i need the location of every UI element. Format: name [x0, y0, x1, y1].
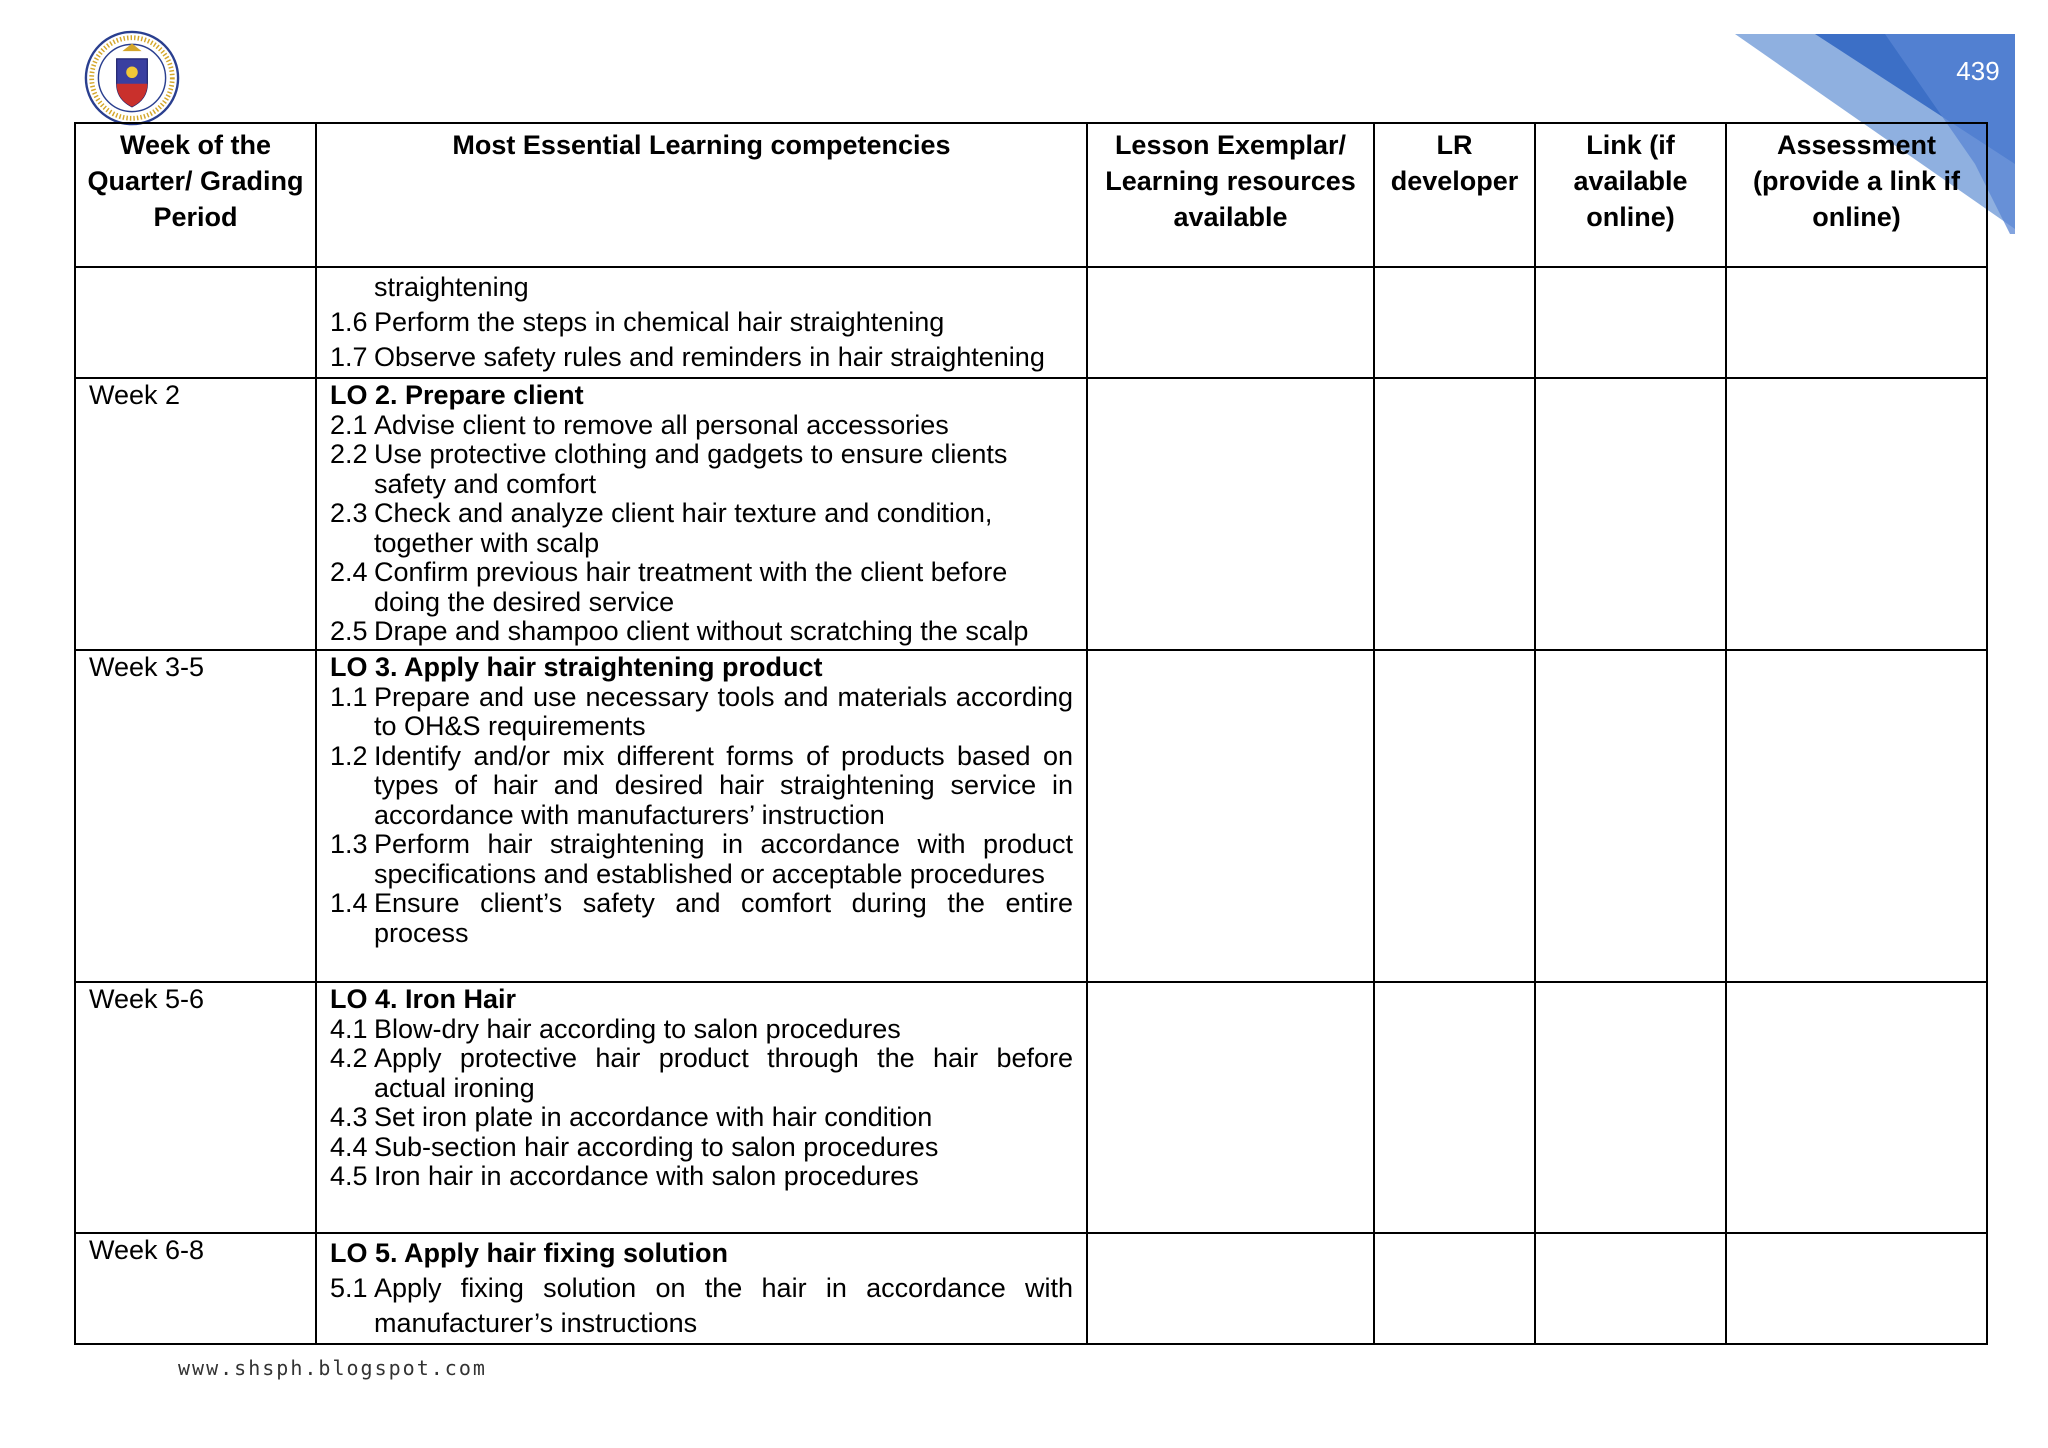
assessment-cell	[1726, 267, 1987, 378]
competency-number: 4.3	[330, 1102, 368, 1132]
header-competencies: Most Essential Learning competencies	[316, 123, 1087, 267]
competency-item	[330, 499, 1073, 558]
competency-item	[330, 558, 1073, 617]
table-row	[75, 1233, 1987, 1344]
lr-developer-cell	[1374, 378, 1535, 650]
competency-item	[330, 742, 1073, 831]
competency-text: Sub-section hair according to salon procedures	[374, 1131, 939, 1162]
competency-item	[330, 617, 1073, 647]
week-cell: Week 3-5	[75, 650, 316, 982]
header-link: Link (if available online)	[1535, 123, 1726, 267]
competency-number: 2.1	[330, 409, 368, 440]
lr-developer-cell	[1374, 650, 1535, 982]
week-cell	[75, 267, 316, 378]
assessment-cell	[1726, 982, 1987, 1233]
table-row	[75, 378, 1987, 650]
learning-outcome-heading: LO 5. Apply hair fixing solution	[330, 1238, 729, 1268]
deped-seal-icon	[84, 30, 180, 126]
competency-item	[330, 1271, 1073, 1341]
learning-outcome-heading: LO 4. Iron Hair	[330, 984, 517, 1014]
competency-number: 2.4	[330, 557, 368, 587]
lesson-exemplar-cell	[1087, 650, 1374, 982]
competency-number: 1.6	[330, 307, 368, 337]
competency-text: Identify and/or mix different forms of products based on types of hair and desired hair straightening service in accordance with manufacturers’ instruction	[374, 740, 1073, 830]
competencies-cell	[316, 650, 1087, 982]
competency-number: 4.4	[330, 1131, 368, 1162]
competency-text: Ensure client’s safety and comfort during the entire process	[374, 888, 1073, 948]
lesson-exemplar-cell	[1087, 378, 1374, 650]
competencies-cell	[316, 982, 1087, 1233]
link-cell	[1535, 267, 1726, 378]
page-number: 439	[1956, 56, 2000, 86]
competencies-cell	[316, 1233, 1087, 1344]
competency-item	[330, 440, 1073, 499]
lr-developer-cell	[1374, 1233, 1535, 1344]
learning-outcome-heading: LO 3. Apply hair straightening product	[330, 652, 823, 682]
competency-number: 4.2	[330, 1043, 368, 1073]
competency-text: Perform hair straightening in accordance with product specifications and established or acceptable procedures	[374, 829, 1073, 889]
competency-item	[330, 889, 1073, 948]
competency-text: Blow-dry hair according to salon procedures	[374, 1013, 901, 1044]
competency-number: 2.2	[330, 439, 368, 469]
link-cell	[1535, 378, 1726, 650]
competency-text: Set iron plate in accordance with hair condition	[374, 1102, 933, 1132]
competency-text: Observe safety rules and reminders in hair straightening	[374, 342, 1045, 372]
link-cell	[1535, 982, 1726, 1233]
competency-text: Advise client to remove all personal accessories	[374, 409, 949, 440]
competency-item	[330, 683, 1073, 742]
table-row	[75, 650, 1987, 982]
table-row	[75, 982, 1987, 1233]
lesson-exemplar-cell	[1087, 1233, 1374, 1344]
assessment-cell	[1726, 1233, 1987, 1344]
lesson-exemplar-cell	[1087, 267, 1374, 378]
competency-item	[330, 830, 1073, 889]
competency-item	[330, 1044, 1073, 1103]
footer-url: www.shsph.blogspot.com	[178, 1356, 487, 1380]
competency-text: Apply fixing solution on the hair in accordance with manufacturer’s instructions	[374, 1273, 1073, 1338]
week-cell: Week 5-6	[75, 982, 316, 1233]
competency-item	[330, 1103, 1073, 1133]
competency-text: Prepare and use necessary tools and materials according to OH&S requirements	[374, 681, 1073, 741]
assessment-cell	[1726, 378, 1987, 650]
competency-text: Check and analyze client hair texture and condition, together with scalp	[374, 498, 993, 558]
competency-number: 2.5	[330, 616, 368, 646]
lr-developer-cell	[1374, 982, 1535, 1233]
week-cell: Week 6-8	[75, 1233, 316, 1344]
competency-number: 1.4	[330, 888, 368, 918]
competencies-table	[74, 122, 1988, 1345]
header-lesson-exemplar: Lesson Exemplar/ Learning resources available	[1087, 123, 1374, 267]
competency-text: Use protective clothing and gadgets to ensure clients safety and comfort	[374, 439, 1008, 499]
learning-outcome-heading: LO 2. Prepare client	[330, 380, 584, 410]
competency-item	[330, 340, 1073, 375]
week-cell: Week 2	[75, 378, 316, 650]
competency-text: Drape and shampoo client without scratching the scalp	[374, 616, 1029, 646]
competencies-cell	[316, 378, 1087, 650]
header-assessment: Assessment (provide a link if online)	[1726, 123, 1987, 267]
competency-number: 1.2	[330, 740, 368, 771]
competency-text: Perform the steps in chemical hair straightening	[374, 307, 945, 337]
competency-item	[330, 305, 1073, 340]
header-lr-developer: LR developer	[1374, 123, 1535, 267]
competency-text: Apply protective hair product through the hair before actual ironing	[374, 1043, 1073, 1103]
header-week: Week of the Quarter/ Grading Period	[75, 123, 316, 267]
competency-continuation: straightening	[374, 272, 529, 302]
competencies-cell	[316, 267, 1087, 378]
table-row	[75, 267, 1987, 378]
lesson-exemplar-cell	[1087, 982, 1374, 1233]
competency-item	[330, 1162, 1073, 1192]
assessment-cell	[1726, 650, 1987, 982]
competency-item	[330, 1015, 1073, 1045]
competency-number: 4.1	[330, 1013, 368, 1044]
competency-item	[330, 1133, 1073, 1163]
competency-number: 2.3	[330, 498, 368, 528]
competency-item	[330, 411, 1073, 441]
header-row	[75, 123, 1987, 267]
lr-developer-cell	[1374, 267, 1535, 378]
competency-number: 4.5	[330, 1161, 368, 1191]
competency-text: Iron hair in accordance with salon procedures	[374, 1161, 919, 1191]
competency-number: 5.1	[330, 1273, 368, 1303]
competency-number: 1.7	[330, 342, 368, 372]
competency-number: 1.3	[330, 829, 368, 859]
competency-number: 1.1	[330, 681, 368, 712]
link-cell	[1535, 1233, 1726, 1344]
competency-text: Confirm previous hair treatment with the client before doing the desired service	[374, 557, 1008, 617]
link-cell	[1535, 650, 1726, 982]
